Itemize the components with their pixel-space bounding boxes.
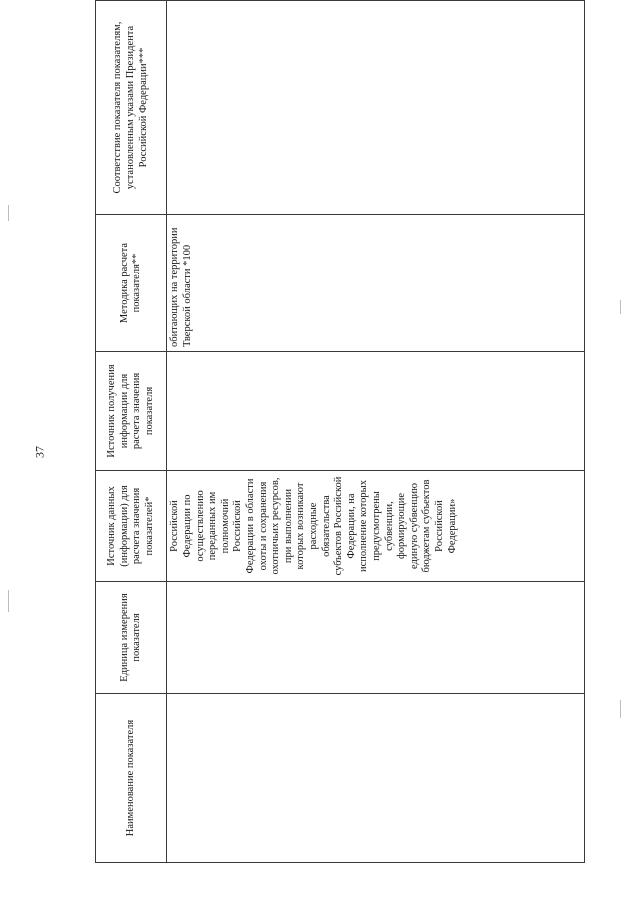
cell-compliance [167, 1, 585, 215]
page-number: 37 [32, 446, 47, 458]
scan-margin-mark [620, 300, 621, 314]
table-row [167, 1, 585, 863]
cell-unit [167, 582, 585, 694]
cell-method: обитающих на территории Тверской области *100 [167, 215, 585, 352]
scan-margin-mark [8, 205, 9, 221]
table-header-row [96, 1, 167, 863]
cell-indicator-name [167, 694, 585, 863]
header-info-source: Источник получения информации для расчета значения показателя [96, 352, 167, 471]
header-data-source: Источник данных (информации) для расчета значения показателей* [96, 471, 167, 582]
cell-info-source [167, 352, 585, 471]
header-unit: Единица измерения показателя [96, 582, 167, 694]
indicator-table-container [95, 21, 585, 863]
header-method: Методика расчета показателя** [96, 215, 167, 352]
indicator-table [95, 0, 585, 863]
cell-data-source: Российской Федерации по осуществлению переданных им полномочий Российской Федерации в области охоты и сохранения охотничьих ресурсов, при выполнении которых возникают расходные обязательства субъектов Российской Федерации, на исполнение которых предусмотрены субвенции, формирующие единую субвенцию бюджетам субъектов Российской Федерации» [167, 471, 585, 582]
scan-margin-mark [8, 590, 9, 612]
header-compliance: Соответствие показателя показателям, установленным указами Президента Российской Федерации*** [96, 1, 167, 215]
scan-margin-mark [620, 700, 621, 718]
header-indicator-name: Наименование показателя [96, 694, 167, 863]
